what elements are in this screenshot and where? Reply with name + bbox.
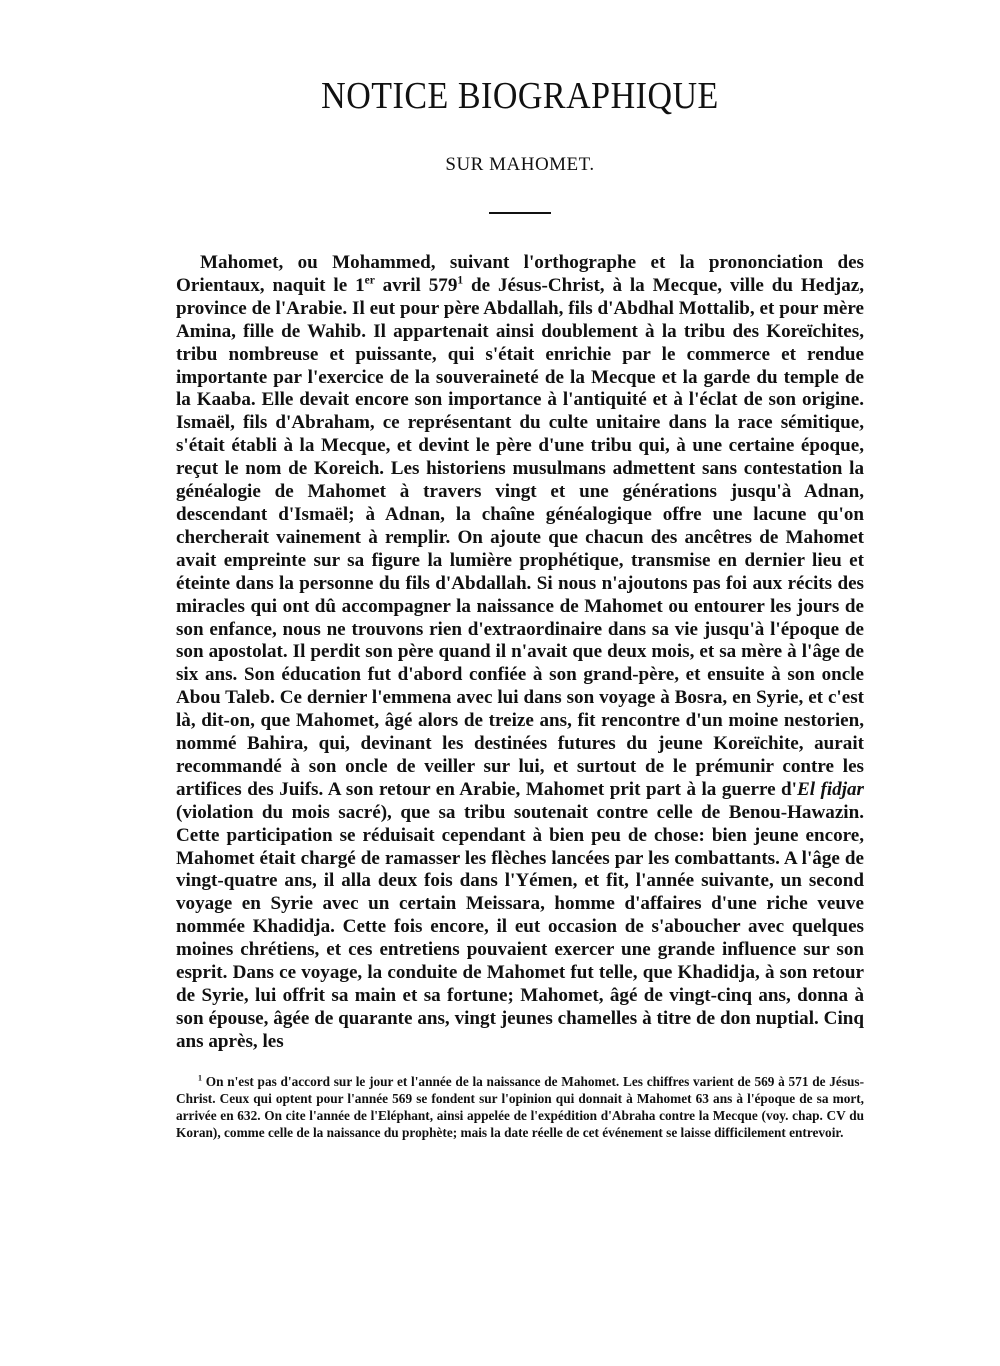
italic-term: El fidjar [796,778,864,800]
footnote-mark: 1 [198,1073,202,1083]
page-subtitle: SUR MAHOMET. [445,154,595,175]
body-text-part: (violation du mois sacré), que sa tribu soutenait contre celle de Benou-Hawazin. Cette participation se réduisait cependant à bien peu de chose: bien jeune encore, Mahomet était chargé de ramasser les flèches lancées par les combattants. A l'âge de vingt-quatre ans, il alla deux fois dans l'Yémen, et fit, l'année suivante, un second voyage en Syrie avec un certain Meissara, homme d'affaires d'une riche veuve nommée Khadidja. Cette fois encore, il eut occasion de s'aboucher avec quelques moines chrétiens, et ces entretiens pouvaient exercer une grande influence sur son esprit. Dans ce voyage, la conduite de Mahomet fut telle, que Khadidja, à son retour de Syrie, lui offrit sa main et sa fortune; Mahomet, âgé de vingt-cinq ans, donna à son épouse, âgée de quarante ans, vingt jeunes chamelles à titre de don nuptial. Cinq ans après, les [176,801,864,1052]
body-paragraph [176,252,864,1054]
body-text-part: Mahomet, ou Mohammed, suivant l'orthographe et la prononciation des Orientaux, naquit le [176,252,864,296]
date-day: 1 [355,274,365,296]
document-page [176,70,864,1154]
body-text-part: de Jésus-Christ, à la Mecque, ville du Hedjaz, province de l'Arabie. Il eut pour père Abdallah, fils d'Abdhal Mottalib, et pour mère Amina, fille de Wahib. Il appartenait ainsi doublement à la tribu des Koreïchites, tribu nombreuse et puissante, qui s'était enrichie par le commerce et rendue importante par l'exercice de la souveraineté de la Mecque et la garde du temple de la Kaaba. Elle devait encore son importance à l'antiquité et à l'éclat de son origine. Ismaël, fils d'Abraham, ce représentant du culte unitaire dans la race sémitique, s'était établi à la Mecque, et devint le père d'une tribu qui, à une certaine époque, reçut le nom de Koreich. Les historiens musulmans admettent sans contestation la généalogie de Mahomet à travers vingt et une générations jusqu'à Adnan, descendant d'Ismaël; à Adnan, la chaîne généalogique offre une lacune qu'on chercherait vainement à remplir. On ajoute que chacun des ancêtres de Mahomet avait empreinte sur sa figure la lumière prophétique, transmise en dernier lieu et éteinte dans la personne du fils d'Abdallah. Si nous n'ajoutons pas foi aux récits des miracles qui ont dû accompagner la naissance de Mahomet ou entourer les jours de son enfance, nous ne trouvons rien d'extraordinaire dans sa vie jusqu'à l'époque de son apostolat. Il perdit son père quand il n'avait que deux mois, et sa mère à l'âge de six ans. Son éducation fut d'abord confiée à son grand-père, et ensuite à son oncle Abou Taleb. Ce dernier l'emmena avec lui dans son voyage à Bosra, en Syrie, et c'est là, dit-on, que Mahomet, âgé alors de treize ans, fit rencontre d'un moine nestorien, nommé Bahira, qui, devinant les destinées futures du jeune Koreïchite, aurait recommandé à son oncle de veiller sur lui, et surtout de le prémunir contre les artifices des Juifs. A son retour en Arabie, Mahomet prit part à la guerre d' [176,274,864,800]
footnote-text: On n'est pas d'accord sur le jour et l'année de la naissance de Mahomet. Les chiffres varient de 569 à 571 de Jésus-Christ. Ceux qui optent pour l'année 569 se fondent sur l'opinion qui donnait à Mahomet 63 ans à l'époque de sa mort, arrivée en 632. On cite l'année de l'Eléphant, ainsi appelée de l'expédition d'Abraha contre la Mecque (voy. chap. CV du Koran), comme celle de la naissance du prophète; mais la date réelle de cet événement se laisse difficilement entrevoir. [176,1073,864,1140]
date-ordinal: er [364,274,375,287]
title-divider [489,212,551,214]
page-title: NOTICE BIOGRAPHIQUE [321,75,719,118]
body-text-part: avril 579 [374,274,458,296]
footnote-reference[interactable]: 1 [457,274,464,287]
footnote [176,1073,864,1141]
